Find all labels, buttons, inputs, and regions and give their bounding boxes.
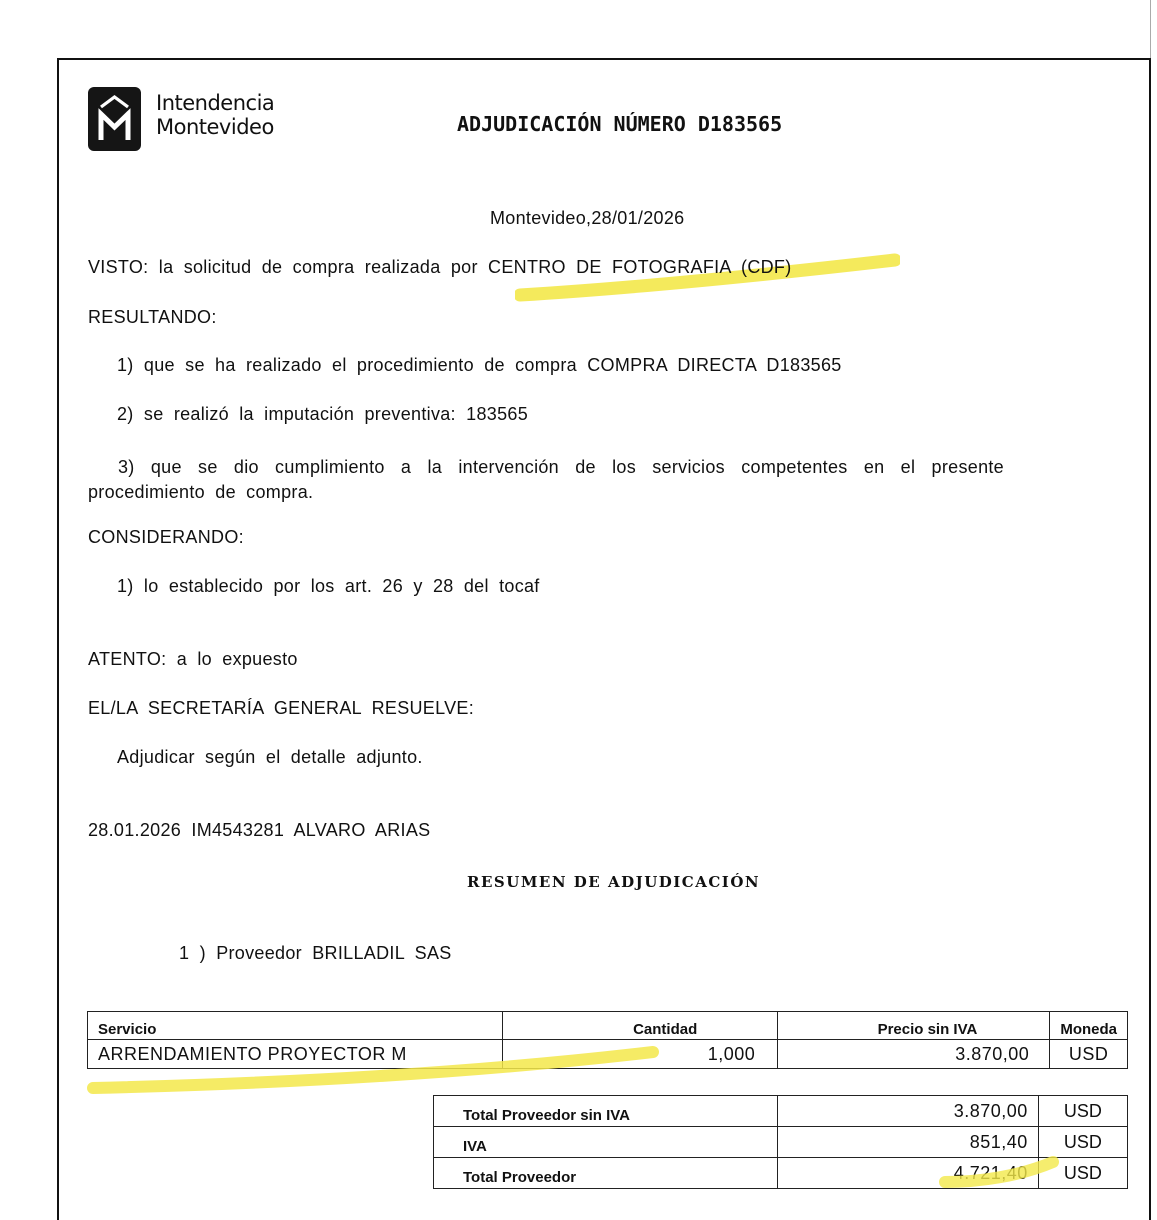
considerando-heading: CONSIDERANDO: (88, 527, 244, 547)
header-moneda: Moneda (1050, 1012, 1128, 1040)
cell-servicio: ARRENDAMIENTO PROYECTOR M (88, 1040, 503, 1069)
resultando-heading: RESULTANDO: (88, 307, 217, 327)
logo-line-2: Montevideo (156, 115, 274, 139)
document-title: ADJUDICACIÓN NÚMERO D183565 (457, 112, 783, 136)
resolution-line: Adjudicar según el detalle adjunto. (117, 747, 423, 767)
summary-title: RESUMEN DE ADJUDICACIÓN (467, 873, 761, 891)
total-sin-iva-label: Total Proveedor sin IVA (434, 1096, 778, 1127)
logo-line-1: Intendencia (156, 91, 275, 115)
m-logo-icon (88, 87, 141, 151)
total-sin-iva-value: 3.870,00 (778, 1096, 1038, 1127)
table-header-row (88, 1012, 1128, 1040)
header-precio: Precio sin IVA (778, 1012, 1050, 1040)
totals-row (434, 1127, 1128, 1158)
total-sin-iva-currency: USD (1038, 1096, 1127, 1127)
cell-moneda: USD (1050, 1040, 1128, 1069)
cell-precio: 3.870,00 (778, 1040, 1050, 1069)
total-proveedor-currency: USD (1038, 1158, 1127, 1189)
signature-line: 28.01.2026 IM4543281 ALVARO ARIAS (88, 820, 431, 840)
table-row (88, 1040, 1128, 1069)
considerando-item-1: 1) lo establecido por los art. 26 y 28 del tocaf (117, 576, 540, 596)
iva-currency: USD (1038, 1127, 1127, 1158)
iva-label: IVA (434, 1127, 778, 1158)
totals-row (434, 1096, 1128, 1127)
place-date: Montevideo,28/01/2026 (490, 208, 685, 228)
provider-line: 1 ) Proveedor BRILLADIL SAS (179, 943, 452, 963)
iva-value: 851,40 (778, 1127, 1038, 1158)
atento-line: ATENTO: a lo expuesto (88, 649, 298, 669)
resultando-item-2: 2) se realizó la imputación preventiva: 183565 (117, 404, 529, 424)
resuelve-line: EL/LA SECRETARÍA GENERAL RESUELVE: (88, 698, 474, 718)
total-proveedor-value: 4.721,40 (778, 1158, 1038, 1189)
services-table (87, 1011, 1128, 1069)
totals-row (434, 1158, 1128, 1189)
totals-table (433, 1095, 1128, 1189)
resultando-item-3: 3) que se dio cumplimiento a la intervención de los servicios competentes en el presente procedimiento de compra. (88, 457, 1004, 502)
cell-cantidad: 1,000 (503, 1040, 778, 1069)
header-servicio: Servicio (88, 1012, 503, 1040)
intendencia-logo (88, 87, 141, 151)
header-cantidad: Cantidad (503, 1012, 778, 1040)
logo-wordmark (156, 91, 274, 139)
resultando-item-1: 1) que se ha realizado el procedimiento de compra COMPRA DIRECTA D183565 (117, 355, 842, 375)
total-proveedor-label: Total Proveedor (434, 1158, 778, 1189)
visto-line: VISTO: la solicitud de compra realizada por CENTRO DE FOTOGRAFIA (CDF) (88, 257, 792, 277)
